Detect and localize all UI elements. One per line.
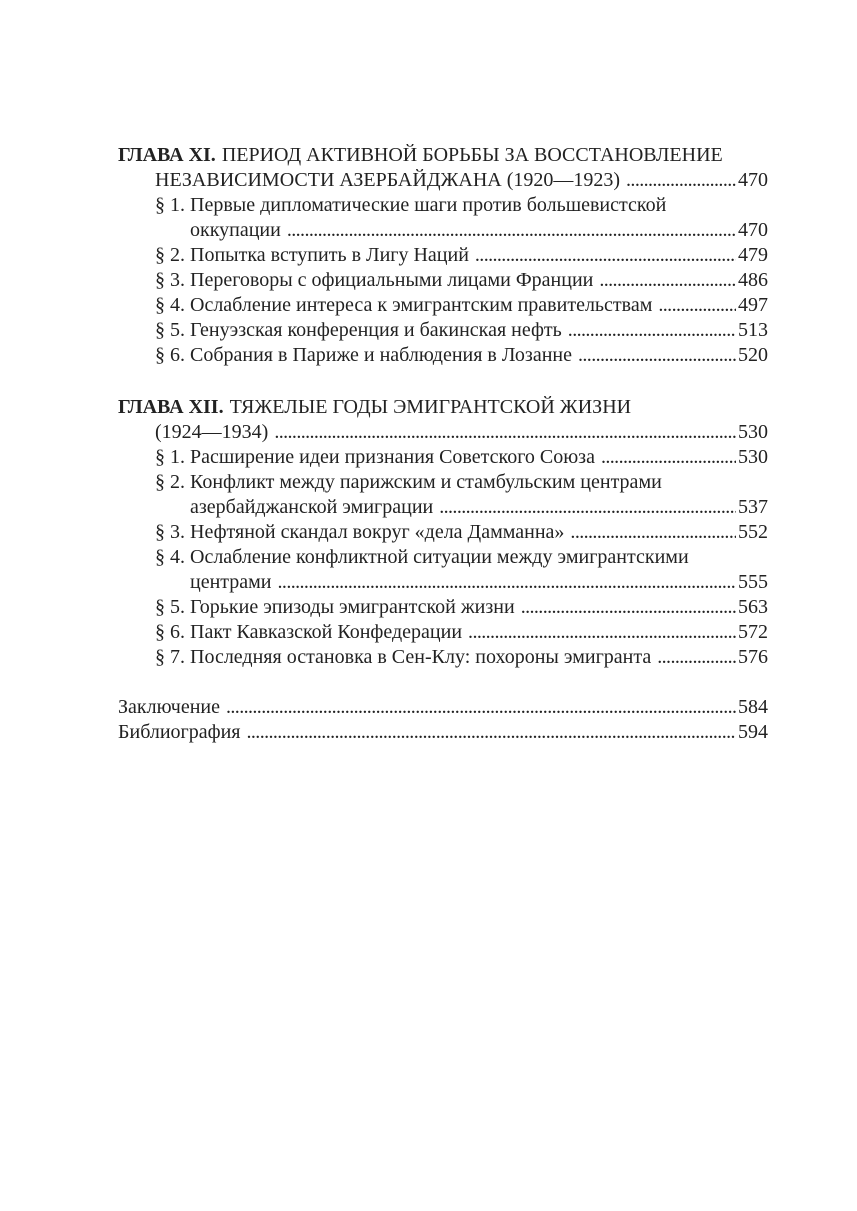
section-entry	[118, 243, 768, 268]
section-entry	[118, 595, 768, 620]
page-number: 555	[738, 571, 768, 593]
page-number: 470	[738, 219, 768, 241]
dot-leader	[626, 168, 736, 193]
section-mark: § 5.	[155, 596, 185, 618]
section-line	[118, 445, 768, 470]
dot-leader	[468, 620, 736, 645]
section-line-continued	[118, 218, 768, 243]
section-mark: § 7.	[155, 646, 185, 668]
dot-leader	[521, 595, 736, 620]
chapter-heading-continued	[118, 168, 768, 193]
chapter-title: ПЕРИОД АКТИВНОЙ БОРЬБЫ ЗА ВОССТАНОВЛЕНИЕ	[221, 144, 723, 166]
table-of-contents	[118, 143, 768, 745]
section-title: Первые дипломатические шаги против большевистской	[190, 194, 667, 216]
chapter-title: ТЯЖЕЛЫЕ ГОДЫ ЭМИГРАНТСКОЙ ЖИЗНИ	[229, 396, 632, 418]
back-matter-title: Библиография	[118, 721, 241, 743]
dot-leader	[658, 293, 736, 318]
back-matter-entry	[118, 720, 768, 745]
dot-leader	[226, 695, 736, 720]
section-mark: § 1.	[155, 194, 185, 216]
section-line	[118, 470, 768, 495]
chapter-title-continued: (1924—1934)	[155, 421, 269, 443]
section-title: Переговоры с официальными лицами Франции	[190, 269, 594, 291]
page-number: 497	[738, 294, 768, 316]
section-entry	[118, 193, 768, 243]
section-title: Нефтяной скандал вокруг «дела Дамманна»	[190, 521, 565, 543]
page-number: 594	[738, 721, 768, 743]
section-mark: § 1.	[155, 446, 185, 468]
section-mark: § 3.	[155, 521, 185, 543]
page-number: 584	[738, 696, 768, 718]
section-line	[118, 318, 768, 343]
section-line	[118, 595, 768, 620]
page-number: 470	[738, 169, 768, 191]
chapter-heading-continued	[118, 420, 768, 445]
section-mark: § 2.	[155, 471, 185, 493]
dot-leader	[439, 495, 736, 520]
page-number: 520	[738, 344, 768, 366]
back-matter	[118, 695, 768, 745]
dot-leader	[287, 218, 736, 243]
dot-leader	[247, 720, 737, 745]
section-line	[118, 268, 768, 293]
chapter-label: ГЛАВА XII.	[118, 396, 224, 418]
section-mark: § 5.	[155, 319, 185, 341]
page-number: 563	[738, 596, 768, 618]
section-line	[118, 620, 768, 645]
page-number: 486	[738, 269, 768, 291]
section-mark: § 3.	[155, 269, 185, 291]
section-title-continued: оккупации	[190, 219, 281, 241]
section-title: Пакт Кавказской Конфедерации	[190, 621, 463, 643]
section-line	[118, 193, 768, 218]
chapter-title-continued: НЕЗАВИСИМОСТИ АЗЕРБАЙДЖАНА (1920—1923)	[155, 169, 621, 191]
section-entry	[118, 545, 768, 595]
dot-leader	[475, 243, 736, 268]
section-mark: § 6.	[155, 344, 185, 366]
chapter-entry	[118, 143, 768, 368]
section-entry	[118, 318, 768, 343]
section-entry	[118, 620, 768, 645]
section-line-continued	[118, 570, 768, 595]
page-number: 513	[738, 319, 768, 341]
section-title: Ослабление интереса к эмигрантским правительствам	[190, 294, 653, 316]
section-title: Генуэзская конференция и бакинская нефть	[190, 319, 562, 341]
dot-leader	[599, 268, 736, 293]
section-title-continued: азербайджанской эмиграции	[190, 496, 434, 518]
dot-leader	[657, 645, 736, 670]
section-title: Последняя остановка в Сен-Клу: похороны эмигранта	[190, 646, 652, 668]
dot-leader	[578, 343, 736, 368]
section-line	[118, 520, 768, 545]
section-line	[118, 243, 768, 268]
dot-leader	[601, 445, 736, 470]
page-number: 479	[738, 244, 768, 266]
section-title-continued: центрами	[190, 571, 272, 593]
chapter-entry	[118, 395, 768, 670]
page-number: 576	[738, 646, 768, 668]
section-entry	[118, 645, 768, 670]
page-number: 552	[738, 521, 768, 543]
section-line	[118, 343, 768, 368]
section-mark: § 4.	[155, 546, 185, 568]
section-title: Ослабление конфликтной ситуации между эмигрантскими	[190, 546, 689, 568]
section-title: Расширение идеи признания Советского Союза	[190, 446, 595, 468]
section-entry	[118, 520, 768, 545]
dot-leader	[568, 318, 736, 343]
back-matter-title: Заключение	[118, 696, 220, 718]
section-mark: § 4.	[155, 294, 185, 316]
back-matter-entry	[118, 695, 768, 720]
section-title: Попытка вступить в Лигу Наций	[190, 244, 469, 266]
section-entry	[118, 470, 768, 520]
page-number: 530	[738, 446, 768, 468]
chapter-label: ГЛАВА XI.	[118, 144, 216, 166]
section-line-continued	[118, 495, 768, 520]
section-mark: § 2.	[155, 244, 185, 266]
section-entry	[118, 445, 768, 470]
section-title: Конфликт между парижским и стамбульским центрами	[190, 471, 662, 493]
dot-leader	[570, 520, 736, 545]
section-entry	[118, 268, 768, 293]
section-title: Горькие эпизоды эмигрантской жизни	[190, 596, 515, 618]
section-entry	[118, 343, 768, 368]
page-number: 537	[738, 496, 768, 518]
section-line	[118, 645, 768, 670]
section-line	[118, 545, 768, 570]
dot-leader	[274, 420, 736, 445]
section-entry	[118, 293, 768, 318]
dot-leader	[278, 570, 736, 595]
section-title: Собрания в Париже и наблюдения в Лозанне	[190, 344, 572, 366]
section-mark: § 6.	[155, 621, 185, 643]
page-number: 572	[738, 621, 768, 643]
chapter-heading	[118, 143, 768, 168]
page-number: 530	[738, 421, 768, 443]
section-line	[118, 293, 768, 318]
chapter-heading	[118, 395, 768, 420]
